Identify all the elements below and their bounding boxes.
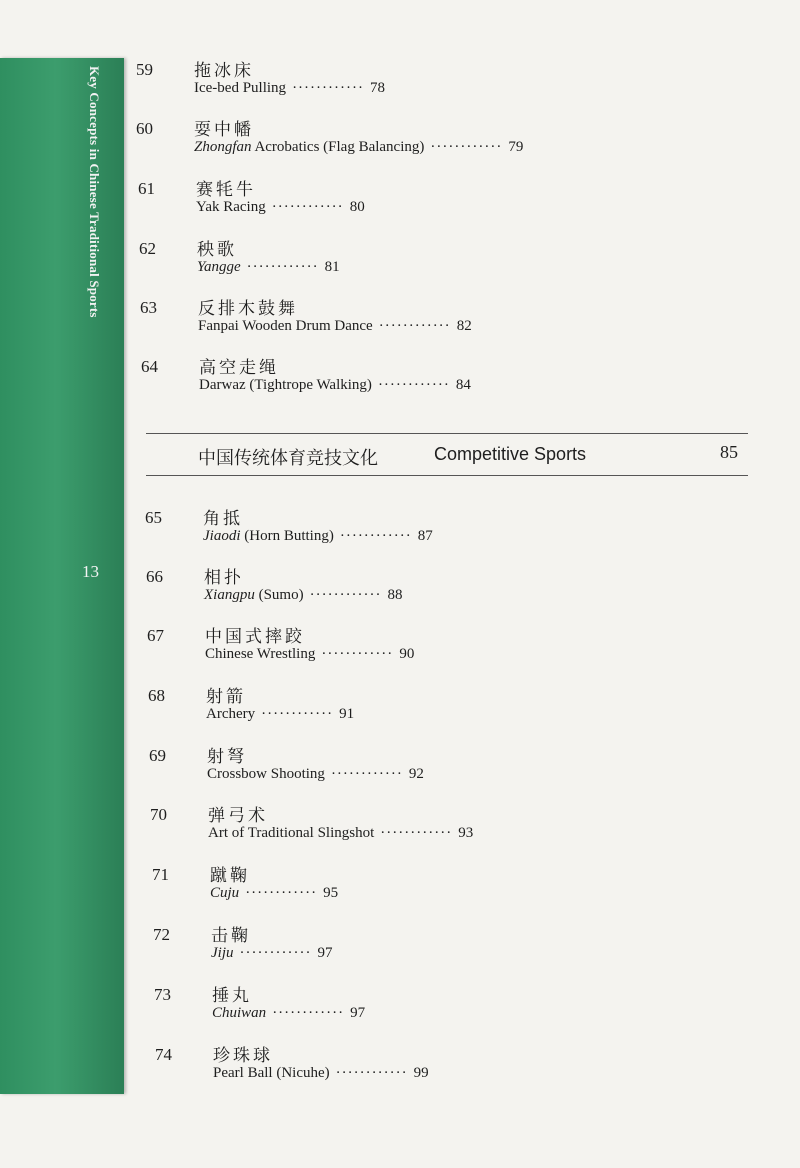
section-page: 85 [720, 442, 738, 462]
entry-title-en: Darwaz (Tightrope Walking) ············ 84 [199, 377, 471, 393]
entry-page: 78 [370, 80, 386, 96]
section-rule-top [146, 433, 748, 434]
entry-number: 73 [154, 985, 171, 1004]
entry-title-zh: 射弩 [207, 747, 247, 767]
entry-number: 70 [150, 805, 167, 824]
dot-leader: ············ [245, 885, 318, 901]
entry-page: 79 [508, 139, 524, 155]
entry-title-zh: 击鞠 [211, 926, 251, 946]
entry-page: 91 [339, 706, 355, 722]
entry-number: 60 [136, 119, 153, 138]
entry-title-en: Xiangpu (Sumo) ············ 88 [204, 587, 403, 603]
entry-title-zh: 相扑 [204, 568, 244, 588]
entry-title-zh: 高空走绳 [199, 358, 279, 378]
entry-number: 69 [149, 746, 166, 765]
entry-page: 95 [323, 885, 339, 901]
running-title: Key Concepts in Chinese Traditional Sports [87, 66, 102, 318]
section-rule-bottom [146, 475, 748, 476]
book-spine-bar [0, 58, 124, 1094]
entry-page: 92 [408, 766, 424, 782]
dot-leader: ············ [430, 139, 503, 155]
entry-title-en: Yangge ············ 81 [197, 259, 340, 275]
entry-number: 64 [141, 357, 158, 376]
entry-page: 87 [417, 528, 433, 544]
entry-title-zh: 射箭 [206, 687, 246, 707]
dot-leader: ············ [330, 766, 403, 782]
entry-title-zh: 耍中幡 [194, 120, 254, 140]
entry-title-en: Ice-bed Pulling ············ 78 [194, 80, 386, 96]
entry-number: 66 [146, 567, 163, 586]
dot-leader: ············ [339, 528, 412, 544]
entry-number: 61 [138, 179, 155, 198]
entry-title-en: Crossbow Shooting ············ 92 [207, 766, 424, 782]
entry-title-en: Fanpai Wooden Drum Dance ············ 82 [198, 318, 472, 334]
entry-page: 93 [458, 825, 474, 841]
entry-number: 72 [153, 925, 170, 944]
dot-leader: ············ [378, 318, 451, 334]
entry-page: 97 [317, 945, 333, 961]
entry-title-en: Zhongfan Acrobatics (Flag Balancing) ············ 79 [194, 139, 524, 155]
entry-title-zh: 角抵 [203, 509, 243, 529]
dot-leader: ············ [380, 825, 453, 841]
entry-page: 84 [455, 377, 471, 393]
entry-title-zh: 弹弓术 [208, 806, 268, 826]
dot-leader: ············ [272, 1005, 345, 1021]
entry-page: 88 [387, 587, 403, 603]
entry-title-zh: 反排木鼓舞 [198, 299, 298, 319]
entry-title-zh: 拖冰床 [194, 61, 254, 81]
dot-leader: ············ [309, 587, 382, 603]
entry-page: 80 [349, 199, 365, 215]
dot-leader: ············ [271, 199, 344, 215]
entry-number: 68 [148, 686, 165, 705]
entry-title-en: Pearl Ball (Nicuhe) ············ 99 [213, 1065, 429, 1081]
entry-page: 81 [324, 259, 340, 275]
entry-page: 82 [456, 318, 472, 334]
section-title-zh: 中国传统体育竞技文化 [198, 448, 378, 469]
dot-leader: ············ [335, 1065, 408, 1081]
page-number: 13 [82, 562, 99, 581]
entry-number: 67 [147, 626, 164, 645]
entry-title-zh: 中国式摔跤 [205, 627, 305, 647]
entry-title-en: Yak Racing ············ 80 [196, 199, 365, 215]
dot-leader: ············ [377, 377, 450, 393]
entry-title-en: Chuiwan ············ 97 [212, 1005, 366, 1021]
entry-number: 63 [140, 298, 157, 317]
entry-title-zh: 珍珠球 [213, 1046, 273, 1066]
entry-number: 74 [155, 1045, 172, 1064]
dot-leader: ············ [292, 80, 365, 96]
entry-title-zh: 赛牦牛 [196, 180, 256, 200]
entry-title-en: Art of Traditional Slingshot ············ 93 [208, 825, 474, 841]
entry-page: 99 [413, 1065, 429, 1081]
entry-page: 97 [350, 1005, 366, 1021]
entry-title-zh: 捶丸 [212, 986, 252, 1006]
dot-leader: ············ [261, 706, 334, 722]
entry-title-zh: 蹴鞠 [210, 866, 250, 886]
dot-leader: ············ [246, 259, 319, 275]
dot-leader: ············ [321, 646, 394, 662]
entry-page: 90 [399, 646, 415, 662]
entry-title-en: Chinese Wrestling ············ 90 [205, 646, 415, 662]
entry-number: 71 [152, 865, 169, 884]
entry-title-en: Cuju ············ 95 [210, 885, 339, 901]
section-title-en: Competitive Sports [434, 444, 587, 464]
entry-number: 62 [139, 239, 156, 258]
dot-leader: ············ [239, 945, 312, 961]
entry-title-en: Jiaodi (Horn Butting) ············ 87 [203, 528, 433, 544]
entry-title-zh: 秧歌 [197, 240, 237, 260]
entry-number: 65 [145, 508, 162, 527]
entry-title-en: Archery ············ 91 [206, 706, 355, 722]
entry-number: 59 [136, 60, 153, 79]
entry-title-en: Jiju ············ 97 [211, 945, 333, 961]
